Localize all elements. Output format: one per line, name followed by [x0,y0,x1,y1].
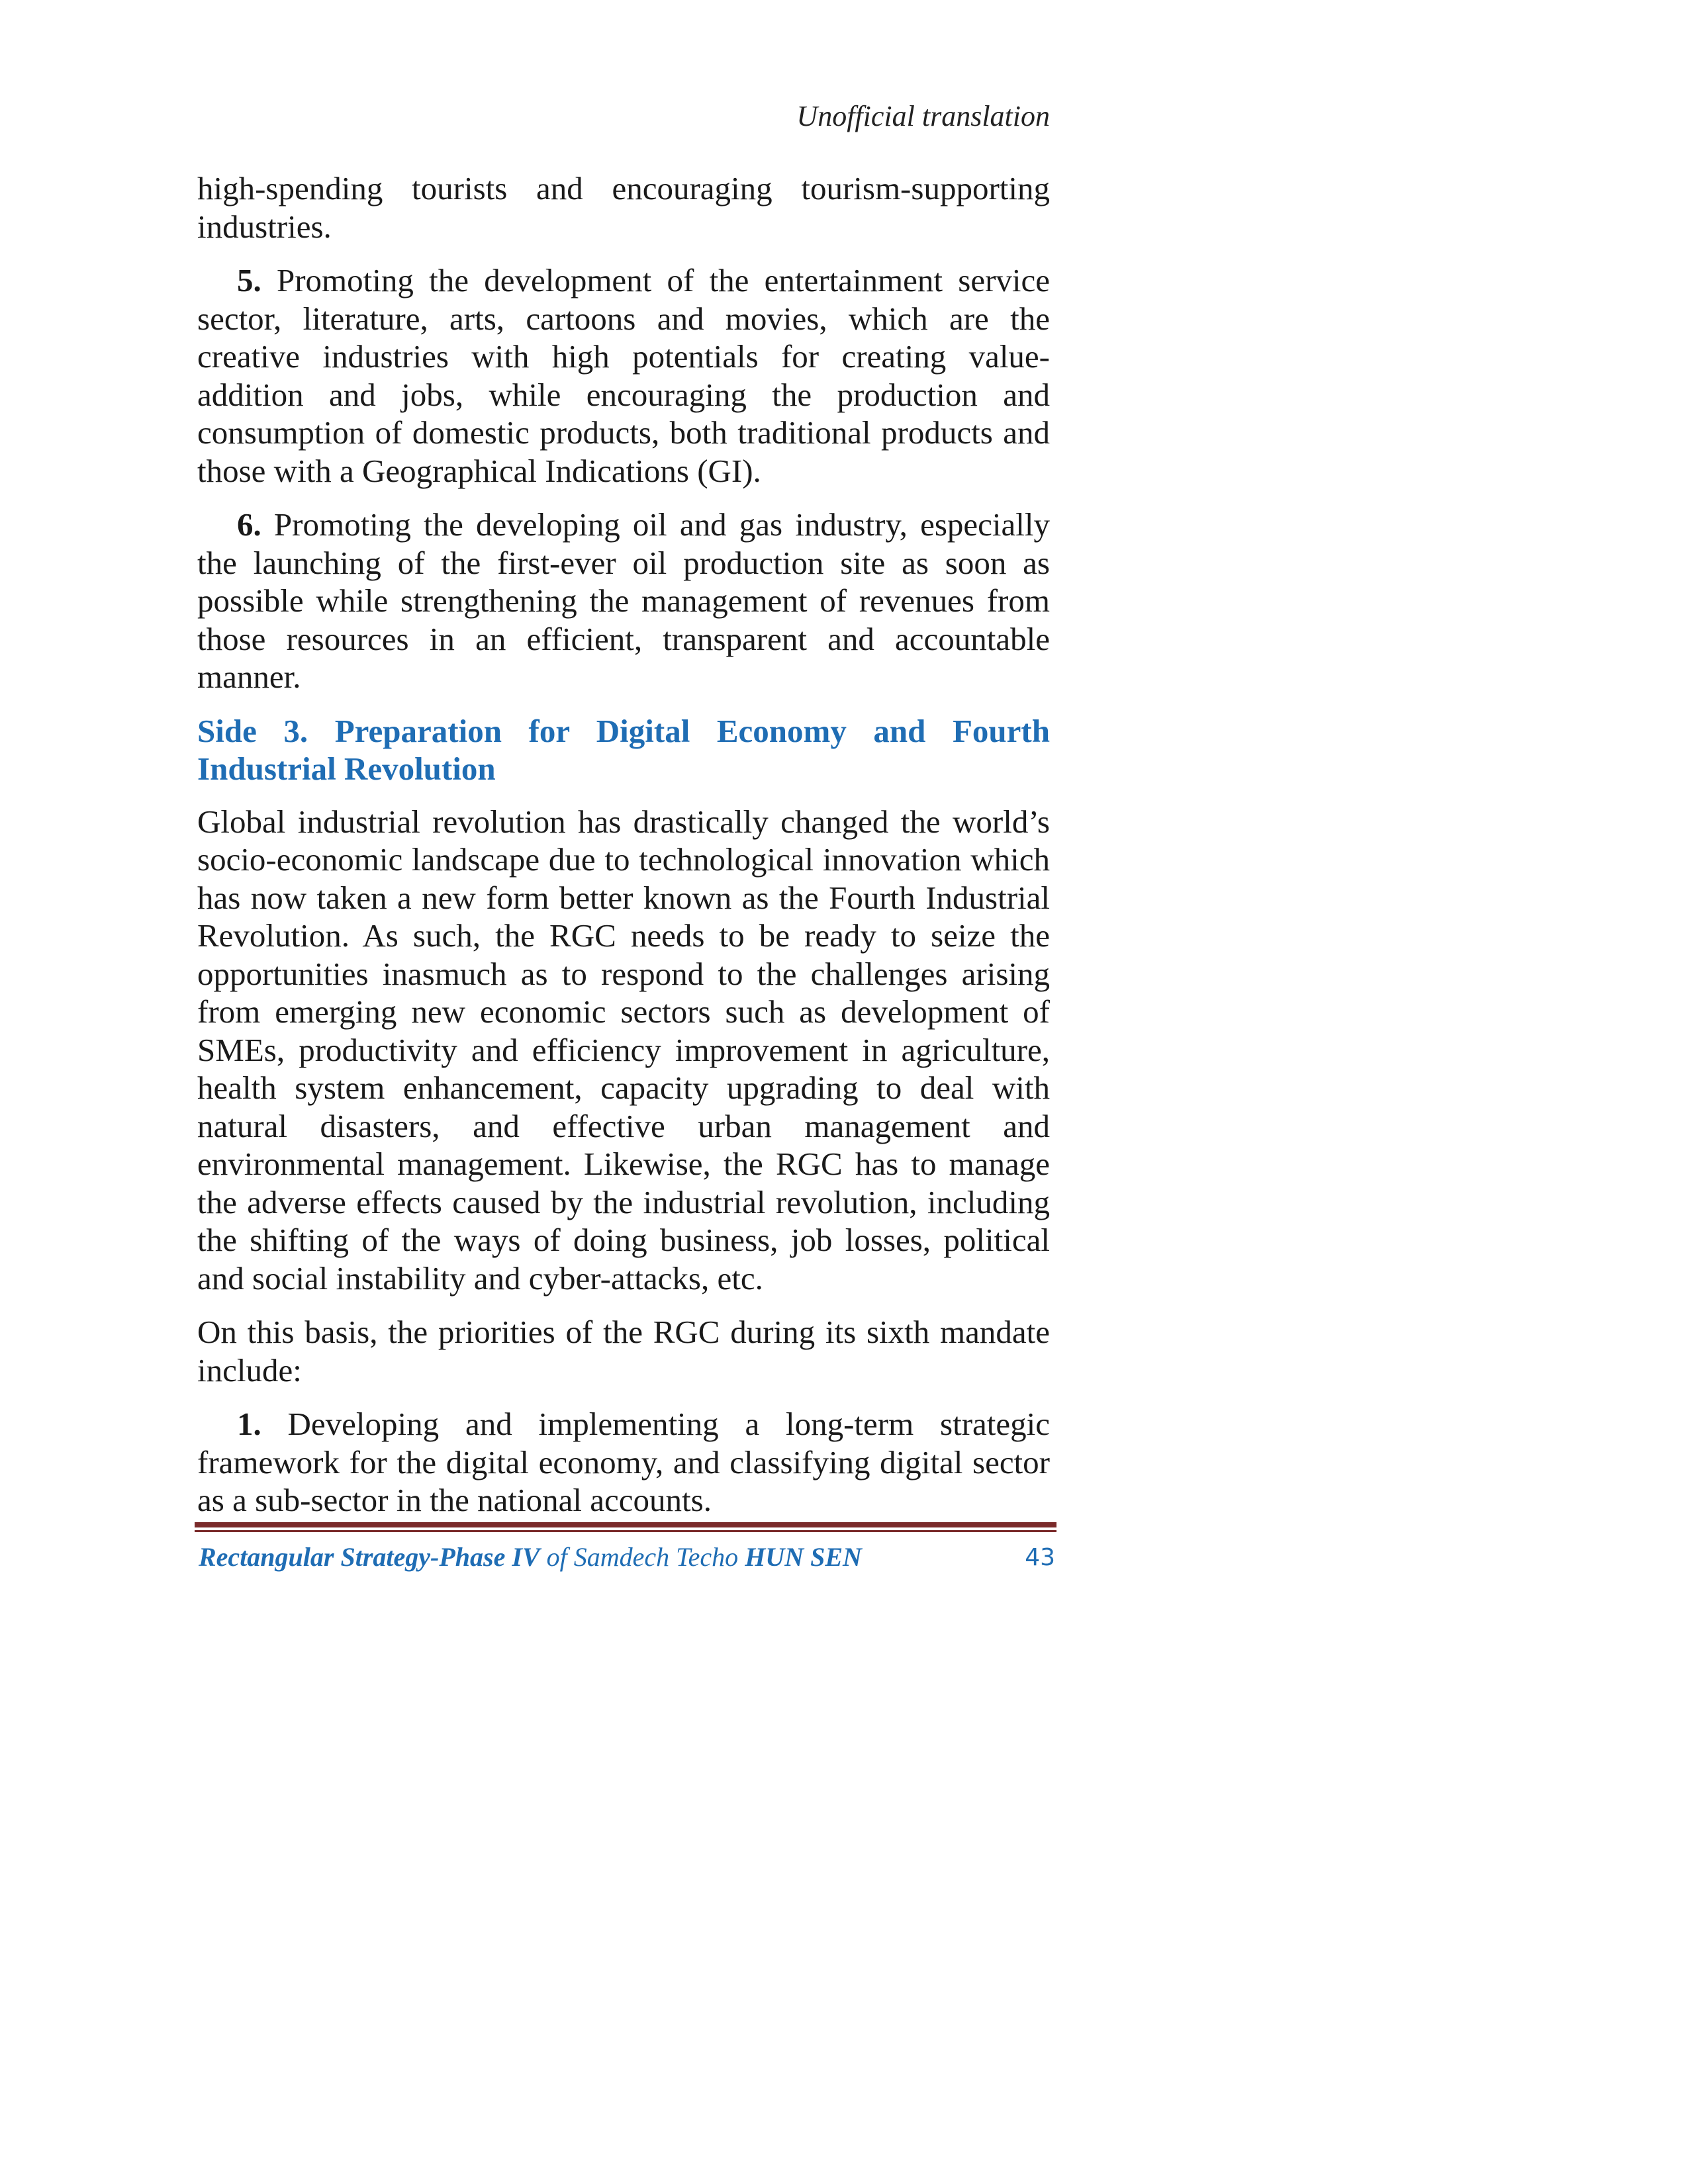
paragraph-1: Global industrial revolution has drastically changed the world’s socio-economic landscape due to technological innovation which has now taken a new form better known as the Fourth Industrial Revolution. As such, the RGC needs to be ready to seize the opportunities inasmuch as to respond to the challenges arising from emerging new economic sectors such as development of SMEs, productivity and efficiency improvement in agriculture, health system enhancement, capacity upgrading to deal with natural disasters, and effective urban management and environmental management. Likewise, the RGC has to manage the adverse effects caused by the industrial revolution, including the shifting of the ways of doing business, job losses, political and social instability and cyber-attacks, etc. [197,803,1050,1297]
list-item-1 [197,1405,1050,1520]
body-text [197,169,1050,1535]
list-item-number: 5. [237,262,261,298]
footer-title-of: of Samdech Techo [539,1542,745,1572]
footer-title-strategy: Rectangular Strategy-Phase IV [199,1542,540,1572]
footer-rule-thin [195,1530,1056,1532]
section-heading: Side 3. Preparation for Digital Economy and Fourth Industrial Revolution [197,712,1050,787]
header-note: Unofficial translation [796,100,1050,132]
footer-title [199,1541,862,1574]
list-item-5 [197,261,1050,490]
footer-rule-thick [195,1522,1056,1527]
page-number: 43 [1025,1544,1055,1571]
list-item-text: Promoting the developing oil and gas industry, especially the launching of the first-ever oil production site as soon as possible while strengthening the management of revenues from those resources in an efficient, transparent and accountable manner. [197,506,1050,695]
continuation-paragraph: high-spending tourists and encouraging tourism-supporting industries. [197,170,1050,245]
footer-title-name: HUN SEN [745,1542,862,1572]
list-item-number: 1. [237,1406,261,1442]
list-item-text: Promoting the development of the entertainment service sector, literature, arts, cartoons and movies, which are the creative industries with high potentials for creating value-addition and jobs, while encouraging the production and consumption of domestic products, both traditional products and those with a Geographical Indications (GI). [197,262,1051,489]
paragraph-2: On this basis, the priorities of the RGC during its sixth mandate include: [197,1314,1050,1388]
list-item-number: 6. [237,506,261,543]
list-item-6 [197,506,1050,696]
list-item-text: Developing and implementing a long-term strategic framework for the digital economy, and classifying digital sector as a sub-sector in the national accounts. [197,1406,1050,1518]
